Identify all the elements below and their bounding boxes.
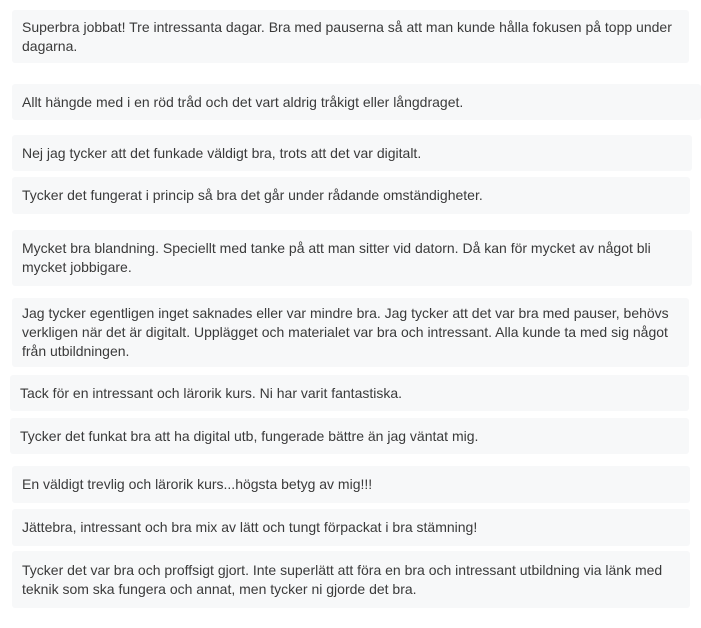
response-text: Jättebra, intressant och bra mix av lätt och tungt förpackat i bra stämning! <box>22 519 478 535</box>
response-card <box>12 177 690 214</box>
response-text: Nej jag tycker att det funkade väldigt bra, trots att det var digitalt. <box>22 144 422 161</box>
response-card <box>12 10 689 63</box>
response-text: En väldigt trevlig och lärorik kurs...högsta betyg av mig!!! <box>22 476 373 492</box>
response-text: Tycker det var bra och proffsigt gjort. Inte superlätt att föra en bra och intressant utbildning via länk med teknik som ska fungera och annat, men tycker ni gjorde det bra. <box>22 561 663 597</box>
response-card <box>12 230 692 286</box>
response-card <box>10 375 689 411</box>
response-text: Tycker det fungerat i princip så bra det går under rådande omständigheter. <box>22 187 483 203</box>
response-card <box>12 84 701 120</box>
response-text: Superbra jobbat! Tre intressanta dagar. Bra med pauserna så att man kunde hålla fokusen på topp under dagarna. <box>22 18 672 54</box>
response-text: Allt hängde med i en röd tråd och det vart aldrig tråkigt eller långdraget. <box>22 93 464 110</box>
response-card <box>12 135 692 171</box>
response-text: Mycket bra blandning. Speciellt med tanke på att man sitter vid datorn. Då kan för mycket av något bli mycket jobbigare. <box>22 240 651 275</box>
response-card <box>12 466 690 503</box>
response-card <box>12 298 689 367</box>
response-text: Tack för en intressant och lärorik kurs. Ni har varit fantastiska. <box>20 384 403 401</box>
response-card <box>10 418 689 454</box>
response-text: Tycker det funkat bra att ha digital utb, fungerade bättre än jag väntat mig. <box>20 427 479 444</box>
response-card <box>12 551 690 608</box>
response-card <box>12 509 690 546</box>
response-text: Jag tycker egentligen inget saknades eller var mindre bra. Jag tycker att det var bra med pauser, behövs verkligen när det är digitalt. Upplägget och materialet var bra och intressant. Alla kunde ta med sig något från utbildningen. <box>22 305 669 359</box>
